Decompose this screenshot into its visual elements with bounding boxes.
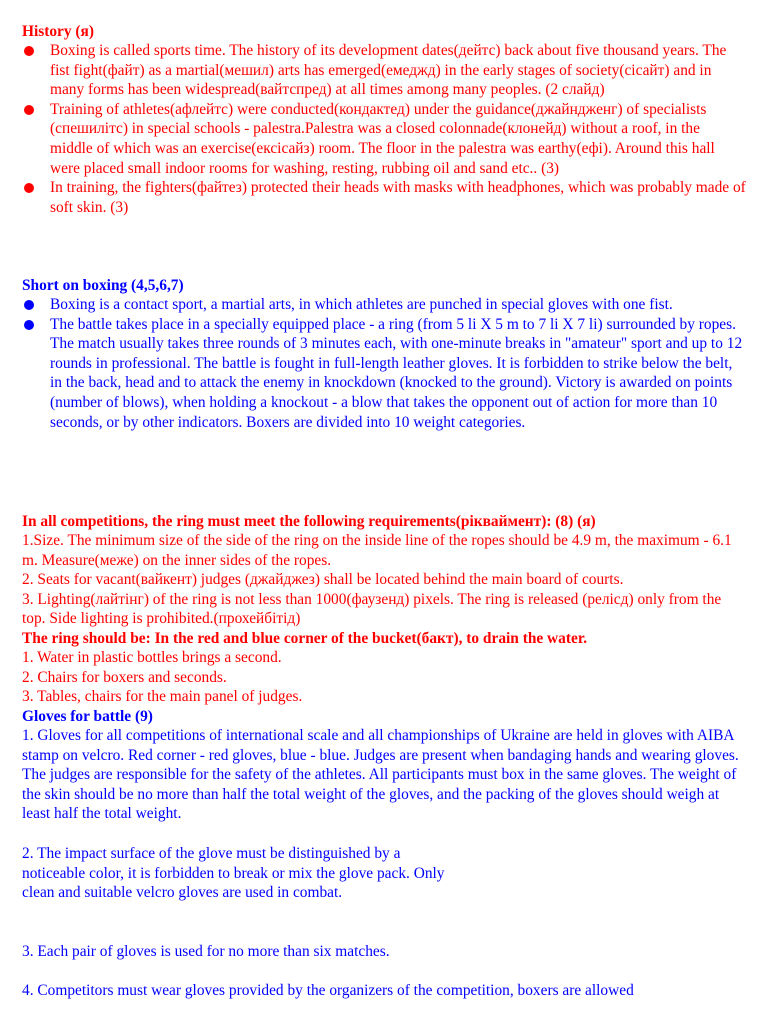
- bullet-icon: [24, 46, 34, 56]
- gloves-p4: 4. Competitors must wear gloves provided by the organizers of the competition, boxers are allowed: [22, 982, 634, 999]
- gloves-p3: 3. Each pair of gloves is used for no more than six matches.: [22, 943, 390, 960]
- bullet-icon: [24, 320, 34, 330]
- bullet-icon: [24, 105, 34, 115]
- bullet-text: Boxing is called sports time. The history of its development dates(дейтс) back about five thousand years. The fist fight(файт) as a martial(мешил) arts has emerged(емеджд) in the early stages of society(сісайт) and in many forms has been widespread(вайтспред) at all times among many peoples. (2 слайд): [50, 42, 727, 99]
- bullet-text: Boxing is a contact sport, a martial arts, in which athletes are punched in special gloves with one fist.: [50, 296, 673, 313]
- list-item: [22, 178, 746, 217]
- competitions-items: [22, 531, 746, 629]
- ring-item: 1. Water in plastic bottles brings a second.: [22, 649, 282, 666]
- ring-item: 3. Tables, chairs for the main panel of judges.: [22, 688, 303, 706]
- bullet-icon: [24, 300, 34, 310]
- requirement-item: 3. Lighting(лайтінг) of the ring is not less than 1000(фаузенд) pixels. The ring is released (релісд) only from the top. Side lighting is prohibited.(прохейбітід): [22, 590, 722, 628]
- ring-item: 2. Chairs for boxers and seconds.: [22, 668, 227, 686]
- history-heading: History (я): [22, 23, 95, 40]
- requirement-item: 1.Size. The minimum size of the side of the ring on the inside line of the ropes should be 4.9 m, the maximum - 6.1 m. Measure(меже) on the inner sides of the ropes.: [22, 532, 732, 569]
- bullet-text: Training of athletes(афлейтс) were conducted(кондактед) under the guidance(джайндженг) of specialists (спешилітс) in special schools - palestra.Palestra was a closed colonnade(клонейд) without a roof, in the middle of which was an exercise(ексісайз) room. The floor in the palestra was earthy(ефі). Around this hall were placed small indoor rooms for washing, resting, rubbing oil and sand etc.. (3): [50, 100, 715, 177]
- gloves-p2: 2. The impact surface of the glove must be distinguished by a noticeable color, it is forbidden to break or mix the glove pack. Only clean and suitable velcro gloves are used in combat.: [22, 845, 445, 902]
- list-item: [22, 315, 746, 433]
- bullet-text: The battle takes place in a specially equipped place - a ring (from 5 li X 5 m to 7 li X 7 li) surrounded by ropes. The match usually takes three rounds of 3 minutes each, with one-minute breaks in "amateur" sport and up to 12 rounds in professional. The battle is fought in full-length leather gloves. It is forbidden to strike below the belt, in the back, head and to attack the enemy in knockdown (knocked to the ground). Victory is awarded on points (number of blows), when holding a knockout - a blow that takes the opponent out of action for more than 10 seconds, or by other indicators. Boxers are divided into 10 weight categories.: [50, 315, 743, 431]
- list-item: [22, 100, 746, 178]
- competitions-heading: In all competitions, the ring must meet the following requirements(рікваймент): (8) (я): [22, 513, 596, 530]
- list-item: [22, 41, 746, 100]
- gloves-p1: 1. Gloves for all competitions of international scale and all championships of Ukraine are held in gloves with AIBA stamp on velcro. Red corner - red gloves, blue - blue. Judges are present when bandaging hands and wearing gloves. The judges are responsible for the safety of the athletes. All participants must box in the same gloves. The weight of the skin should be no more than half the total weight of the gloves, and the packing of the gloves should weigh at least half the total weight.: [22, 727, 739, 823]
- short-heading: Short on boxing (4,5,6,7): [22, 277, 184, 294]
- bullet-icon: [24, 183, 34, 193]
- requirement-item: 2. Seats for vacant(вайкент) judges (джайджез) shall be located behind the main board of courts.: [22, 571, 624, 589]
- history-list: [22, 41, 746, 217]
- list-item: [22, 295, 746, 315]
- gloves-heading: Gloves for battle (9): [22, 708, 153, 725]
- short-list: [22, 295, 746, 432]
- bullet-text: In training, the fighters(файтез) protected their heads with masks with headphones, which was probably made of soft skin. (3): [50, 179, 746, 216]
- ring-items: [22, 648, 746, 707]
- ring-heading: The ring should be: In the red and blue corner of the bucket(бакт), to drain the water.: [22, 630, 588, 647]
